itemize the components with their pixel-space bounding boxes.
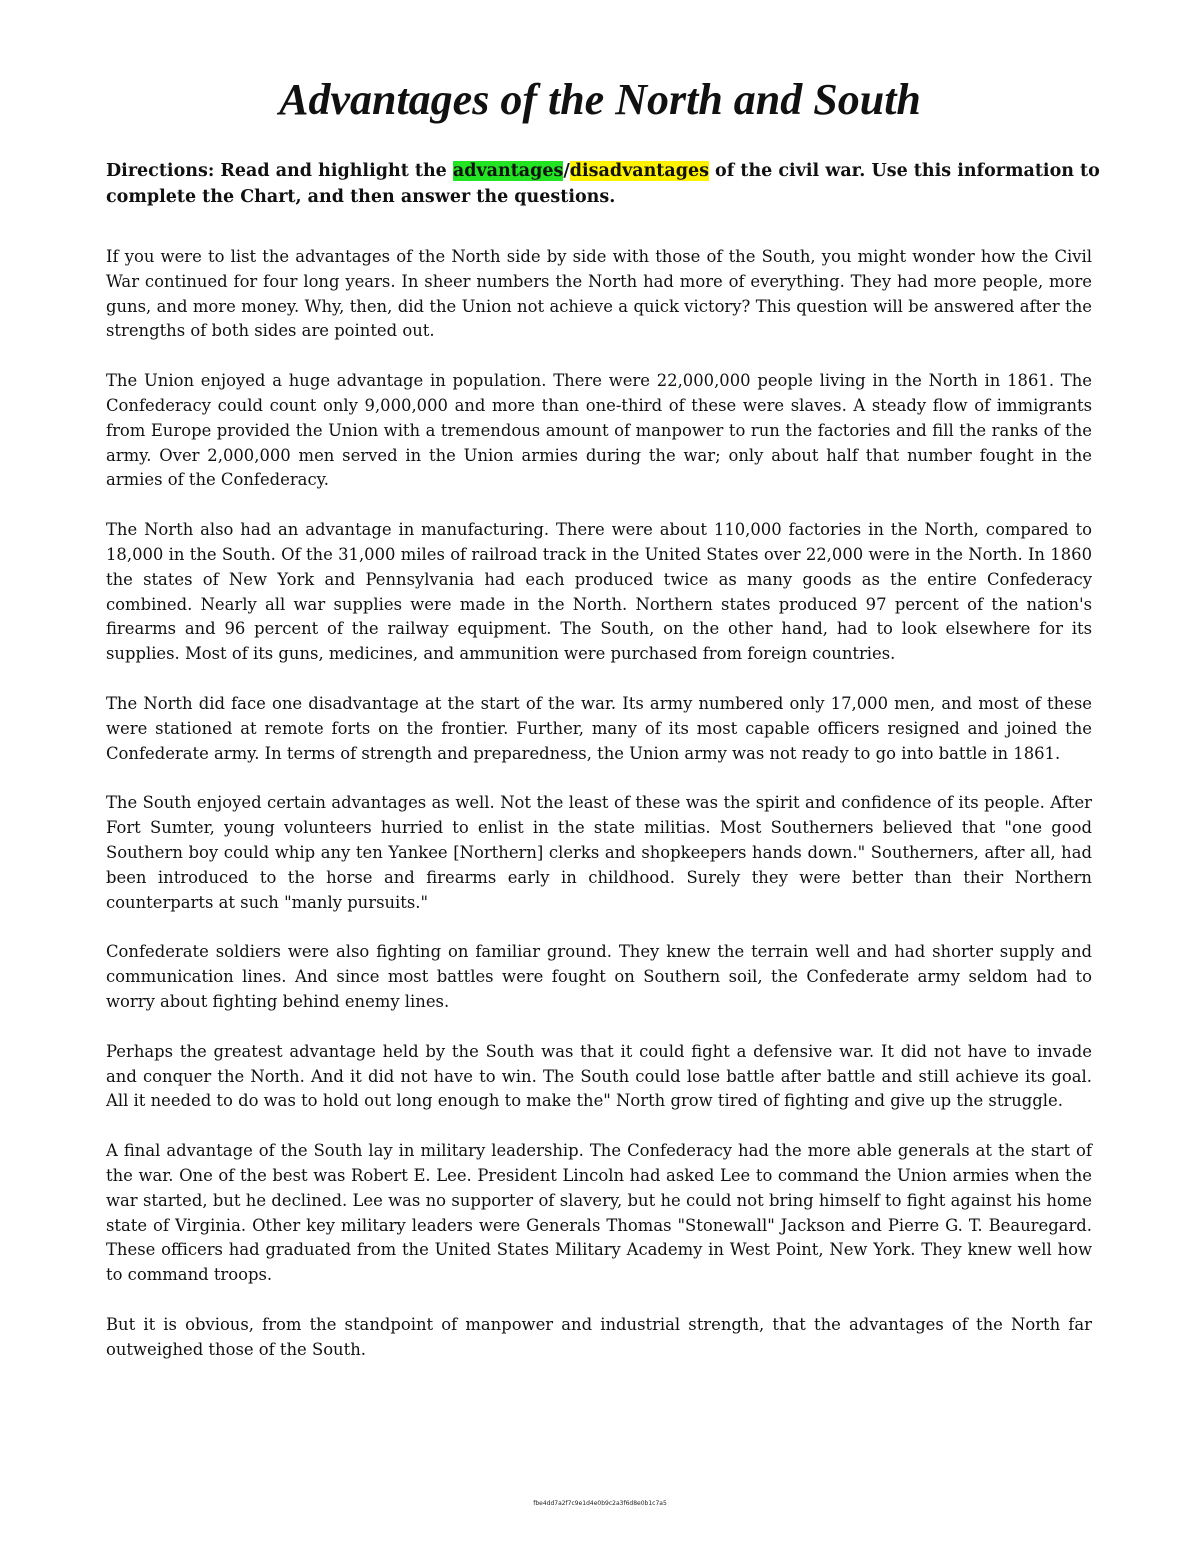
highlight-disadvantages: disadvantages [569, 161, 709, 181]
footer-code: fbe4dd7a2f7c9e1d4e0b9c2a3f6d8e0b1c7a5 [533, 1500, 667, 1507]
directions-text [106, 158, 1126, 210]
paragraph: If you were to list the advantages of the North side by side with those of the South, you might wonder how the Civil War continued for four long years. In sheer numbers the North had more of everything. They had more people, more guns, and more money. Why, then, did the Union not achieve a quick victory? This question will be answered after the strengths of both sides are pointed out. [106, 247, 1092, 341]
directions-tail: of the civil war. Use this information to complete the Chart, and then answer the questions. [106, 161, 1100, 207]
paragraph: The North also had an advantage in manufacturing. There were about 110,000 factories in the North, compared to 18,000 in the South. Of the 31,000 miles of railroad track in the United States over 22,000 were in the North. In 1860 the states of New York and Pennsylvania had each produced twice as many goods as the entire Confederacy combined. Nearly all war supplies were made in the North. Northern states produced 97 percent of the nation's firearms and 96 percent of the railway equipment. The South, on the other hand, had to look elsewhere for its supplies. Most of its guns, medicines, and ammunition were purchased from foreign countries. [106, 520, 1092, 664]
paragraph: But it is obvious, from the standpoint of manpower and industrial strength, that the advantages of the North far outweighed those of the South. [106, 1314, 1092, 1359]
paragraph: The North did face one disadvantage at the start of the war. Its army numbered only 17,000 men, and most of these were stationed at remote forts on the frontier. Further, many of its most capable officers resigned and joined the Confederate army. In terms of strength and preparedness, the Union army was not ready to go into battle in 1861. [106, 693, 1092, 763]
paragraph: The Union enjoyed a huge advantage in population. There were 22,000,000 people living in the North in 1861. The Confederacy could count only 9,000,000 and more than one-third of these were slaves. A steady flow of immigrants from Europe provided the Union with a tremendous amount of manpower to run the factories and fill the ranks of the army. Over 2,000,000 men served in the Union armies during the war; only about half that number fought in the armies of the Confederacy. [106, 371, 1092, 490]
article-body [106, 245, 1092, 1387]
highlight-advantages: advantages [452, 161, 564, 181]
paragraph: A final advantage of the South lay in military leadership. The Confederacy had the more able generals at the start of the war. One of the best was Robert E. Lee. President Lincoln had asked Lee to command the Union armies when the war started, but he declined. Lee was no supporter of slavery, but he could not bring himself to fight against his home state of Virginia. Other key military leaders were Generals Thomas "Stonewall" Jackson and Pierre G. T. Beauregard. These officers had graduated from the United States Military Academy in West Point, New York. They knew well how to command troops. [106, 1141, 1092, 1285]
page-title: Advantages of the North and South [279, 75, 921, 124]
directions-lead: Directions: Read and highlight the [106, 161, 453, 181]
paragraph: Perhaps the greatest advantage held by the South was that it could fight a defensive war. It did not have to invade and conquer the North. And it did not have to win. The South could lose battle after battle and still achieve its goal. All it needed to do was to hold out long enough to make the" North grow tired of fighting and give up the struggle. [106, 1041, 1092, 1111]
paragraph: Confederate soldiers were also fighting on familiar ground. They knew the terrain well and had shorter supply and communication lines. And since most battles were fought on Southern soil, the Confederate army seldom had to worry about fighting behind enemy lines. [106, 942, 1092, 1011]
directions-slash: / [563, 161, 570, 181]
paragraph: The South enjoyed certain advantages as well. Not the least of these was the spirit and confidence of its people. After Fort Sumter, young volunteers hurried to enlist in the state militias. Most Southerners believed that "one good Southern boy could whip any ten Yankee [Northern] clerks and shopkeepers hands down." Southerners, after all, had been introduced to the horse and firearms early in childhood. Surely they were better than their Northern counterparts at such "manly pursuits." [106, 793, 1092, 912]
